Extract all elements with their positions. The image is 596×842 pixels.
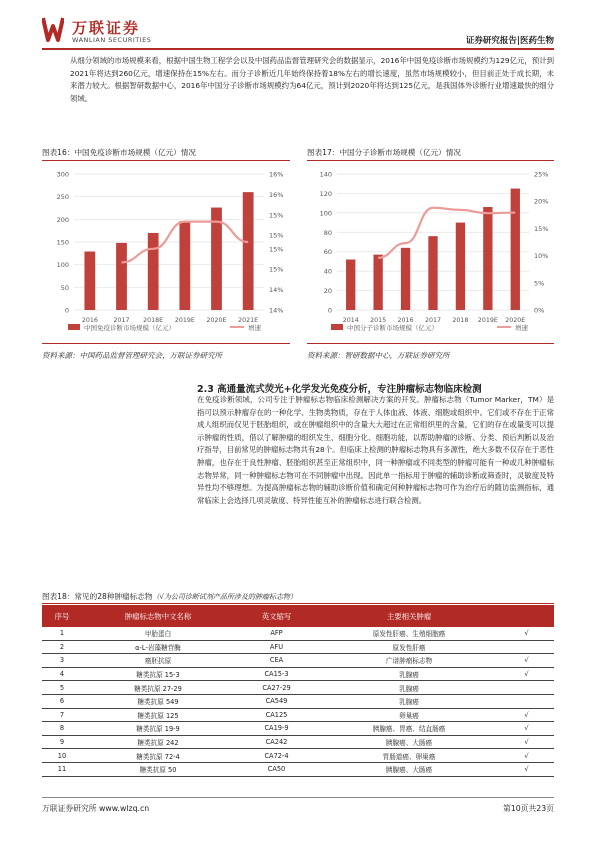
cell-tumor: 乳腺癌 [319,694,499,708]
y2-tick-label: 15% [534,224,549,233]
table-row [42,762,554,776]
brand-logo-icon [42,16,64,42]
fig17-title: 图表17：中国分子诊断市场规模（亿元）情况 [307,148,461,157]
fig16-source: 资料来源：中国药品监督管理研究会，万联证券研究所 [42,351,222,360]
cell-tumor: 广谱肿瘤标志物 [319,654,499,668]
section-body: 在免疫诊断领域，公司专注于肿瘤标志物临床检测解决方案的开发。肿瘤标志物（Tumor Marker，TM）是指可以预示肿瘤存在的一种化学、生物类物质，存在于人体血液、体液、细胞或组织中。它们或不存在于正常成人组织而仅见于胚胎组织，或在肿瘤组织中的含量大大超过在正常组织里的含量，它们的存在或量变可以提示肿瘤的性质，借以了解肿瘤的组织发生、细胞分化、细胞功能，以帮助肿瘤的诊断、分类、预后判断以及治疗指导，目前常见的肿瘤标志物共有28个。但临床上检测的肿瘤标志物具有多源性，绝大多数不仅存在于恶性肿瘤，也存在于良性肿瘤、胚胎组织甚至正常组织中，同一种肿瘤或不同类型的肿瘤可能有一种或几种肿瘤标志物异常，同一种肿瘤标志物可在不同肿瘤中出现。因此单一指标用于肿瘤的辅助诊断或筛查时，灵敏度及特异性均不够理想。为提高肿瘤标志物的辅助诊断价值和确定何种肿瘤标志物可作为治疗后的随访监测指标，通常临床上会选择几项灵敏度、特异性能互补的肿瘤标志进行联合检测。 [197,395,554,505]
table-row [42,749,554,763]
fig18-title-wrap [42,591,297,602]
x-tick-label: 2020E [206,317,227,324]
col-header-cn-name: 肿瘤标志物中文名称 [82,605,234,627]
cell-index: 7 [42,708,82,722]
bar [373,255,382,310]
y-tick-label: 40 [323,267,332,276]
y2-tick-label: 5% [534,279,545,288]
y-tick-label: 0 [327,306,332,315]
y2-tick-label: 20% [534,197,549,206]
cell-abbr: CA125 [234,708,319,722]
y2-tick-label: 15% [269,231,284,240]
report-type: 证券研究报告|医药生物 [465,36,554,46]
cell-cn-name: 糖类抗原 27-29 [82,681,234,695]
cell-tumor: 原发性肝癌 [319,640,499,654]
cell-tumor: 乳腺癌 [319,681,499,695]
page-number: 第10页共23页 [502,804,554,813]
x-tick-label: 2016 [397,317,414,324]
cell-check: √ [499,708,554,722]
x-tick-label: 2016 [81,317,98,324]
bar [428,236,437,310]
y-tick-label: 80 [323,228,332,237]
header-divider [42,48,554,50]
legend-bar-label: 中国分子诊断市场规模（亿元） [347,324,438,332]
y-tick-label: 140 [319,170,332,179]
cell-abbr: CA549 [234,694,319,708]
x-tick-label: 2019E [477,317,498,324]
cell-check [499,681,554,695]
col-header-tumor: 主要相关肿瘤 [319,605,499,627]
cell-check [499,694,554,708]
y-tick-label: 0 [64,306,69,315]
cell-cn-name: 糖类抗原 50 [82,762,234,776]
fig18-title: 图表18：常见的28种肿瘤标志物 [42,592,153,601]
cell-abbr: CA15-3 [234,667,319,681]
x-tick-label: 2017 [424,317,442,324]
cell-abbr: CA50 [234,762,319,776]
cell-abbr: CA72-4 [234,749,319,763]
bar [243,192,254,310]
legend-bar-swatch [331,324,343,330]
cell-abbr: AFP [234,627,319,640]
y-tick-label: 50 [60,283,69,292]
cell-check: √ [499,722,554,736]
bar [116,243,127,310]
y-tick-label: 100 [319,209,332,218]
cell-check: √ [499,735,554,749]
chart-immuno-diagnostics [42,162,292,342]
x-tick-label: 2015 [370,317,387,324]
cell-cn-name: 甲胎蛋白 [82,627,234,640]
y-tick-label: 300 [56,170,69,179]
legend-line-label: 增速 [515,324,528,332]
cell-tumor: 胰腺癌、大肠癌 [319,762,499,776]
fig18-note: （√为公司诊断试剂产品所涉及的肿瘤标志物） [152,593,297,601]
cell-abbr: CEA [234,654,319,668]
cell-abbr: AFU [234,640,319,654]
y2-tick-label: 15% [269,265,284,274]
cell-cn-name: 糖类抗原 72-4 [82,749,234,763]
cell-check: √ [499,749,554,763]
cell-index: 1 [42,627,82,640]
fig16-title: 图表16：中国免疫诊断市场规模（亿元）情况 [42,148,196,157]
tumor-marker-table [42,605,554,777]
x-tick-label: 2018E [143,317,164,324]
cell-index: 11 [42,762,82,776]
cell-cn-name: 糖类抗原 15-3 [82,667,234,681]
cell-index: 10 [42,749,82,763]
table-row [42,640,554,654]
bar [483,207,492,310]
cell-index: 5 [42,681,82,695]
cell-index: 6 [42,694,82,708]
y-tick-label: 250 [56,193,69,202]
bar [401,248,410,310]
table-row [42,654,554,668]
bar [179,221,190,310]
col-header-check [499,605,554,627]
cell-abbr: CA242 [234,735,319,749]
y-tick-label: 200 [56,215,69,224]
table-row [42,667,554,681]
y2-tick-label: 0% [534,306,545,315]
fig18-title-rule [42,603,554,604]
cell-abbr: CA19-9 [234,722,319,736]
brand-name-en: WANLIAN SECURITIES [72,36,152,44]
section-title: 2.3 高通量流式荧光+化学发光免疫分析，专注肿瘤标志物临床检测 [197,384,482,395]
cell-check: √ [499,654,554,668]
bar [84,252,95,310]
cell-tumor: 胰腺癌、胃癌、结直肠癌 [319,722,499,736]
cell-tumor: 卵巢癌 [319,708,499,722]
col-header-abbr: 英文缩写 [234,605,319,627]
legend-bar-swatch [68,324,80,330]
cell-tumor: 原发性肝癌、生殖细胞癌 [319,627,499,640]
y2-tick-label: 10% [534,252,549,261]
cell-tumor: 乳腺癌 [319,667,499,681]
cell-index: 4 [42,667,82,681]
table-row [42,681,554,695]
cell-check [499,640,554,654]
x-tick-label: 2021E [238,317,259,324]
cell-index: 3 [42,654,82,668]
bar [511,189,520,310]
y-tick-label: 100 [56,261,69,270]
x-tick-label: 2014 [342,317,359,324]
y2-tick-label: 16% [269,190,284,199]
fig16-bottom-rule [42,343,290,344]
col-header-index: 序号 [42,605,82,627]
footer-divider [42,797,554,798]
y-tick-label: 60 [323,248,332,257]
x-tick-label: 2017 [113,317,130,324]
cell-tumor: 胃肠道癌、卵巢癌 [319,749,499,763]
table-row [42,694,554,708]
table-row [42,735,554,749]
cell-tumor: 胰腺癌、大肠癌 [319,735,499,749]
legend-line-label: 增速 [248,324,261,332]
cell-cn-name: 糖类抗原 242 [82,735,234,749]
cell-check: √ [499,762,554,776]
cell-index: 8 [42,722,82,736]
y-tick-label: 20 [323,287,332,296]
intro-paragraph: 从细分领域的市场规模来看，根据中国生物工程学会以及中国药品监督管理研究会的数据显示，2016年中国免疫诊断市场规模约为129亿元，预计到2021年将达到260亿元，增速保持在15%左右。而分子诊断近几年始终保持着18%左右的增长速度，虽然市场规模较小，但目前正处于成长期，未来潜力较大。根据智研数据中心，2016年中国分子诊断市场规模约为64亿元，预计到2020年将达到125亿元，是我国体外诊断行业增速最快的细分领域。 [70,56,554,103]
x-tick-label: 2018 [452,317,469,324]
y-tick-label: 120 [319,189,332,198]
bar [456,223,465,310]
fig17-title-rule [307,160,554,161]
cell-cn-name: 糖类抗原 19-9 [82,722,234,736]
cell-index: 2 [42,640,82,654]
y2-tick-label: 14% [269,306,284,315]
bar [346,259,355,310]
y2-tick-label: 14% [269,286,284,295]
y2-tick-label: 15% [269,245,284,254]
brand-name-cn: 万联证券 [72,19,141,37]
cell-check: √ [499,627,554,640]
cell-cn-name: 糖类抗原 549 [82,694,234,708]
cell-check: √ [499,667,554,681]
fig17-bottom-rule [307,343,554,344]
cell-cn-name: α-L-岩藻糖苷酶 [82,640,234,654]
growth-line [378,208,515,258]
y-tick-label: 150 [56,238,69,247]
footer-company: 万联证券研究所 www.wlzq.cn [42,804,150,813]
table-row [42,627,554,640]
x-tick-label: 2019E [174,317,195,324]
x-tick-label: 2020E [505,317,526,324]
table-header-row [42,605,554,627]
table-row [42,722,554,736]
fig16-title-rule [42,160,290,161]
y2-tick-label: 15% [269,211,284,220]
cell-cn-name: 癌胚抗原 [82,654,234,668]
table-row [42,708,554,722]
cell-cn-name: 糖类抗原 125 [82,708,234,722]
chart-molecular-diagnostics [307,162,556,342]
bar [148,233,159,310]
cell-index: 9 [42,735,82,749]
cell-abbr: CA27-29 [234,681,319,695]
fig17-source: 资料来源：智研数据中心，万联证券研究所 [307,351,450,360]
y2-tick-label: 25% [534,170,549,179]
legend-bar-label: 中国免疫诊断市场规模（亿元） [84,324,175,332]
y2-tick-label: 16% [269,170,284,179]
